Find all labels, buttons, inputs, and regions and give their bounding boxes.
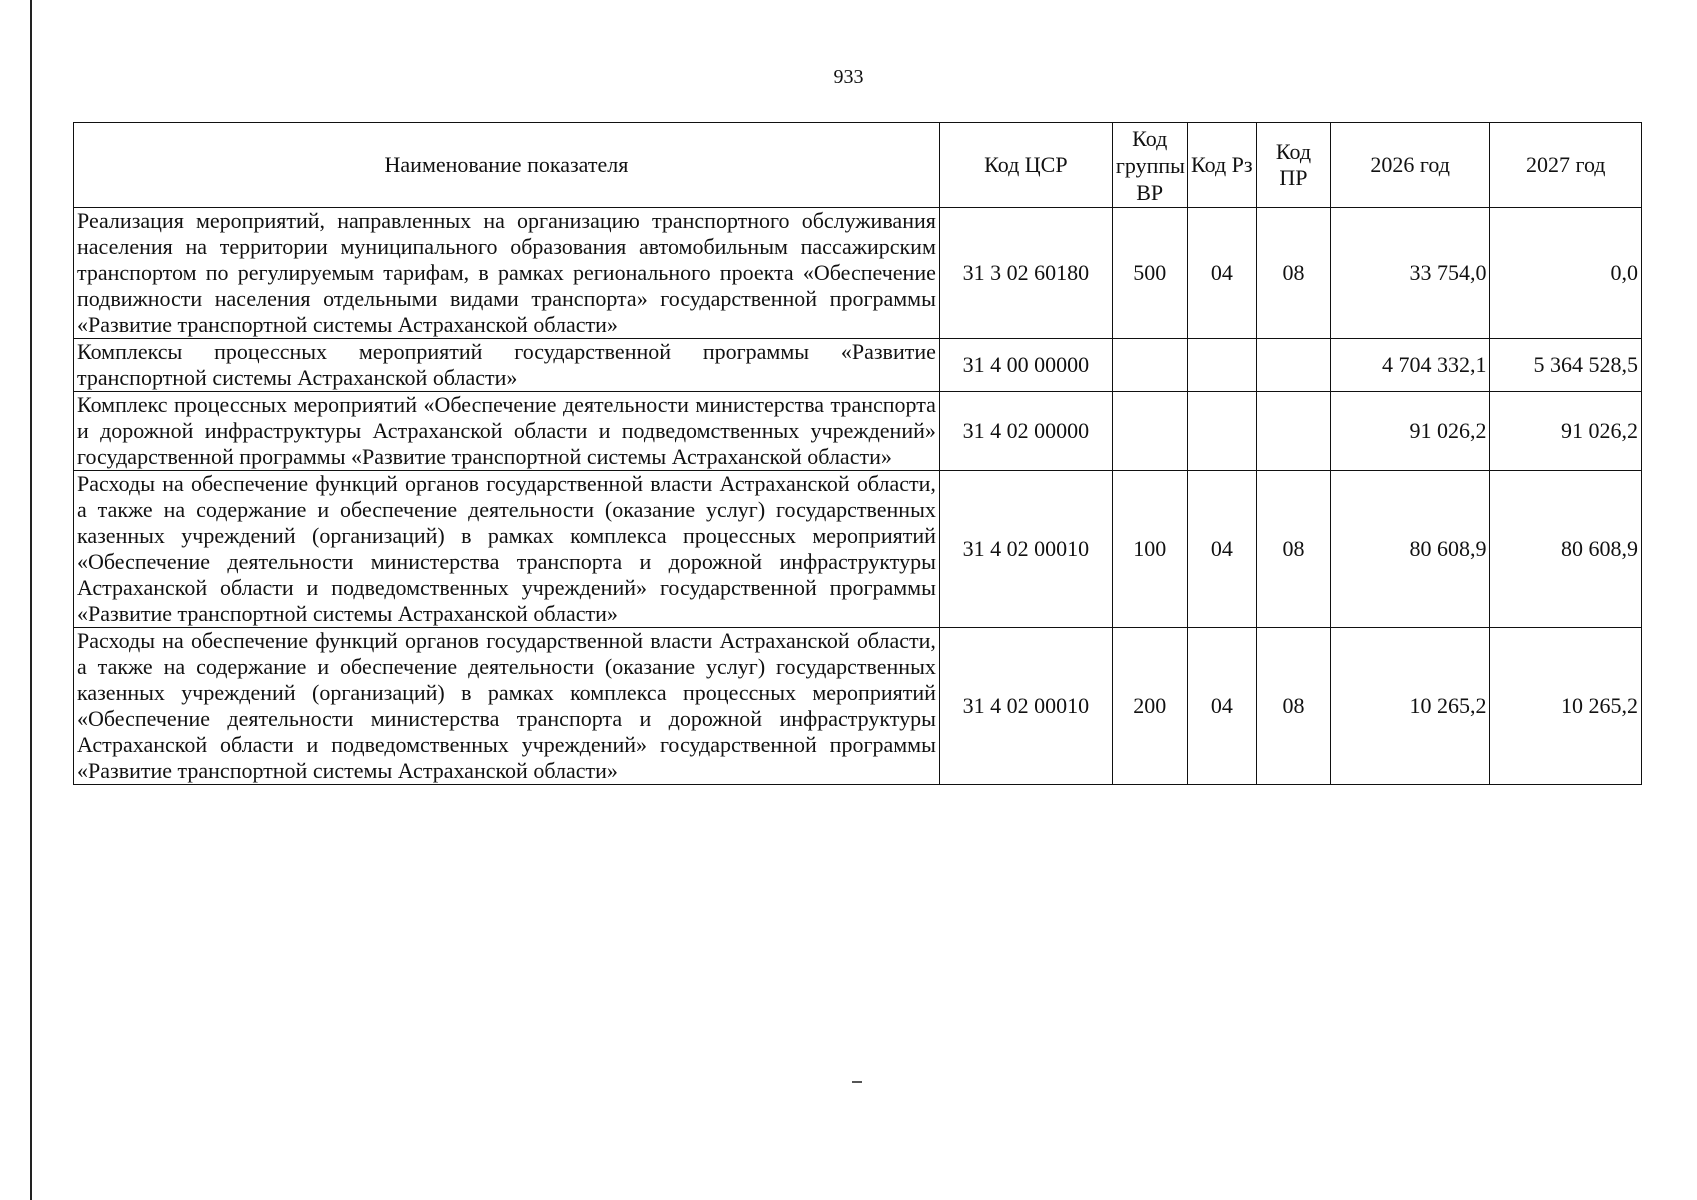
page-number: 933 <box>833 66 864 88</box>
table-row <box>74 628 1642 785</box>
row-rz-code <box>1187 392 1257 471</box>
row-2026-value: 91 026,2 <box>1330 392 1490 471</box>
row-vr-code <box>1112 339 1187 392</box>
row-vr-code: 100 <box>1112 471 1187 628</box>
row-vr-code <box>1112 392 1187 471</box>
row-2026-value: 33 754,0 <box>1330 208 1490 339</box>
row-2027-value: 80 608,9 <box>1490 471 1642 628</box>
row-2026-value: 10 265,2 <box>1330 628 1490 785</box>
row-2027-value: 5 364 528,5 <box>1490 339 1642 392</box>
page-left-rule <box>30 0 32 1200</box>
row-name: Комплексы процессных мероприятий государственной программы «Развитие транспортной системы Астраханской области» <box>74 339 940 392</box>
header-vr-code: Код группы ВР <box>1112 123 1187 208</box>
header-csr-code: Код ЦСР <box>939 123 1112 208</box>
row-rz-code: 04 <box>1187 471 1257 628</box>
scan-speck <box>852 1081 862 1083</box>
row-csr-code: 31 4 02 00010 <box>939 628 1112 785</box>
row-rz-code: 04 <box>1187 208 1257 339</box>
row-name: Расходы на обеспечение функций органов государственной власти Астраханской области, а также на содержание и обеспечение деятельности (оказание услуг) государственных казенных учреждений (организаций) в рамках комплекса процессных мероприятий «Обеспечение деятельности министерства транспорта и дорожной инфраструктуры Астраханской области и подведомственных учреждений» государственной программы «Развитие транспортной системы Астраханской области» <box>74 628 940 785</box>
row-2027-value: 91 026,2 <box>1490 392 1642 471</box>
header-2027: 2027 год <box>1490 123 1642 208</box>
budget-table <box>73 122 1642 785</box>
table-row <box>74 339 1642 392</box>
table-row <box>74 392 1642 471</box>
table-row <box>74 471 1642 628</box>
row-pr-code: 08 <box>1257 628 1331 785</box>
row-pr-code: 08 <box>1257 471 1331 628</box>
row-vr-code: 500 <box>1112 208 1187 339</box>
row-vr-code: 200 <box>1112 628 1187 785</box>
row-2026-value: 80 608,9 <box>1330 471 1490 628</box>
header-rz-code: Код Рз <box>1187 123 1257 208</box>
row-csr-code: 31 3 02 60180 <box>939 208 1112 339</box>
header-pr-code: Код ПР <box>1257 123 1331 208</box>
header-name: Наименование показателя <box>74 123 940 208</box>
row-csr-code: 31 4 02 00000 <box>939 392 1112 471</box>
table-header-row <box>74 123 1642 208</box>
row-name: Комплекс процессных мероприятий «Обеспечение деятельности министерства транспорта и дорожной инфраструктуры Астраханской области и подведомственных учреждений» государственной программы «Развитие транспортной системы Астраханской области» <box>74 392 940 471</box>
row-rz-code <box>1187 339 1257 392</box>
row-pr-code <box>1257 339 1331 392</box>
row-name: Расходы на обеспечение функций органов государственной власти Астраханской области, а также на содержание и обеспечение деятельности (оказание услуг) государственных казенных учреждений (организаций) в рамках комплекса процессных мероприятий «Обеспечение деятельности министерства транспорта и дорожной инфраструктуры Астраханской области и подведомственных учреждений» государственной программы «Развитие транспортной системы Астраханской области» <box>74 471 940 628</box>
row-rz-code: 04 <box>1187 628 1257 785</box>
header-2026: 2026 год <box>1330 123 1490 208</box>
row-pr-code: 08 <box>1257 208 1331 339</box>
row-csr-code: 31 4 02 00010 <box>939 471 1112 628</box>
row-csr-code: 31 4 00 00000 <box>939 339 1112 392</box>
row-2027-value: 10 265,2 <box>1490 628 1642 785</box>
row-2026-value: 4 704 332,1 <box>1330 339 1490 392</box>
row-pr-code <box>1257 392 1331 471</box>
row-name: Реализация мероприятий, направленных на организацию транспортного обслуживания населения на территории муниципального образования автомобильным пассажирским транспортом по регулируемым тарифам, в рамках регионального проекта «Обеспечение подвижности населения отдельными видами транспорта» государственной программы «Развитие транспортной системы Астраханской области» <box>74 208 940 339</box>
table-row <box>74 208 1642 339</box>
row-2027-value: 0,0 <box>1490 208 1642 339</box>
